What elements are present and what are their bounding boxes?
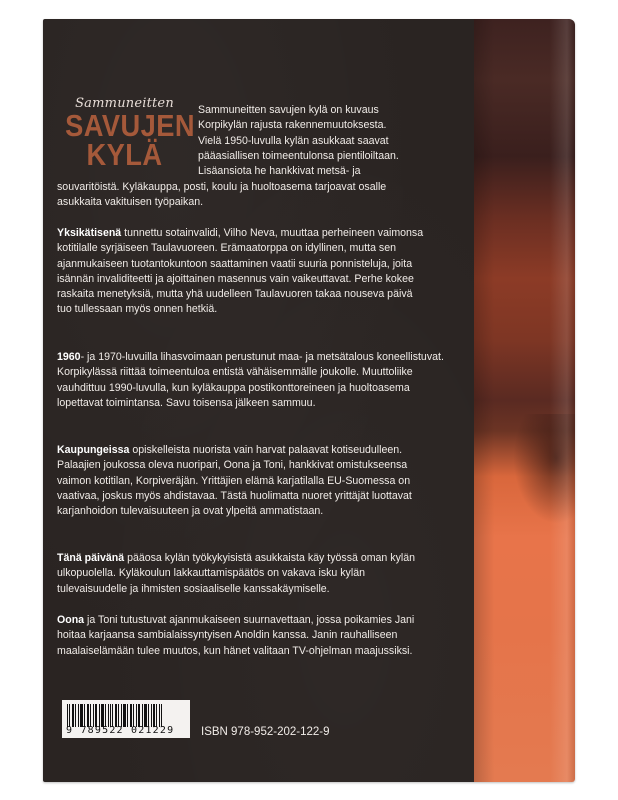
isbn-label: ISBN 978-952-202-122-9	[201, 726, 330, 738]
spine-shading	[474, 19, 575, 782]
intro-line: pääasiallisen toimeentulonsa pientiloiltaan.	[198, 149, 399, 162]
paragraph-body: tunnettu sotainvalidi, Vilho Neva, muuttaa perheineen vaimonsa kotitilalle syrjäiseen Taulavuoreen. Erämaatorppa on idyllinen, mutta sen ajanmukaiseen tuotantokuntoon saattaminen vaatii suuria ponnisteluja, joita isännän invaliditeetti ja ajoittainen masennus vain vaikeuttavat. Perhe kokee raskaita menetyksiä, mutta yhä uudelleen Taulavuoren takaa nouseva päivä tuo tullessaan myös onnen hetkiä.	[57, 227, 424, 316]
paragraph-body: opiskelleista nuorista vain harvat palaavat kotiseudulleen. Palaajien joukossa oleva nuoripari, Oona ja Toni, hankkivat omistukseensa vaimon kotitilan, Korpiveräjän. Yrittäjien elämä karjatilalla EU-Suomessa on vaativaa, joskus myös ahdistavaa. Tästä huolimatta nuoret yrittäjät luottavat karjanhoidon tulevaisuuteen ja ovat ylpeitä ammatistaan.	[57, 444, 412, 518]
intro-paragraph-bottom	[57, 180, 457, 211]
paragraph-kaupungeissa	[57, 443, 439, 519]
book-title	[57, 96, 196, 172]
paragraph-lead: Kaupungeissa	[57, 444, 130, 456]
book-back-cover	[43, 19, 575, 782]
intro-line: Sammuneitten savujen kylä on kuvaus	[198, 104, 379, 116]
intro-line: asukkaita vakituisen työpaikan.	[57, 195, 204, 208]
intro-line: Korpikylän rajusta rakennemuutoksesta.	[198, 119, 387, 132]
paragraph-yksikatisena	[57, 226, 429, 318]
title-script: Sammuneitten	[75, 96, 174, 111]
paragraph-body: ja Toni tutustuvat ajanmukaiseen suurnavettaan, jossa poikamies Jani hoitaa karjaansa sambialaissyntyisen Anoldin kanssa. Janin rauhalliseen maalaiselämään tulee muutos, kun hänet valitaan TV-ohjelman maajussiksi.	[57, 614, 415, 657]
paragraph-body: - ja 1970-luvuilla lihasvoimaan perustunut maa- ja metsätalous koneellistuvat. Korpikylässä riittää toimeentuloa entistä vähäisemmälle joukolle. Muuttoliike vauhdittuu 1990-luvulla, kun kyläkauppa postikonttoreineen ja huoltoasema lopettavat toimintansa. Savu toisensa jälkeen sammuu.	[57, 351, 444, 409]
barcode-bars	[67, 704, 185, 727]
title-line-2: KYLÄ	[86, 137, 163, 172]
paragraph-lead: Oona	[57, 614, 85, 626]
paragraph-lead: Yksikätisenä	[57, 227, 122, 239]
paragraph-body: pääosa kylän työkykyisistä asukkaista käy työssä oman kylän ulkopuolella. Kyläkoulun lakkauttamispäätös on vakava isku kylän tulevaisuudelle ja ihmisten sosiaaliselle kanssakäymiselle.	[57, 552, 415, 595]
barcode-digits: 9 789522 021229	[66, 725, 175, 736]
intro-line: Vielä 1950-luvulla kylän asukkaat saavat	[198, 134, 389, 147]
barcode	[62, 700, 190, 738]
paragraph-tana-paivana	[57, 551, 433, 597]
intro-line: Lisäansiota he hankkivat metsä- ja	[198, 165, 361, 178]
paragraph-1960	[57, 350, 452, 411]
intro-paragraph-top	[198, 103, 468, 179]
intro-line: souvaritöistä. Kyläkauppa, posti, koulu ja huoltoasema tarjoavat osalle	[57, 180, 387, 193]
paragraph-lead: 1960	[57, 351, 81, 363]
paragraph-lead: Tänä päivänä	[57, 552, 125, 564]
title-line-1: SAVUJEN	[65, 108, 196, 143]
paragraph-oona	[57, 613, 435, 659]
